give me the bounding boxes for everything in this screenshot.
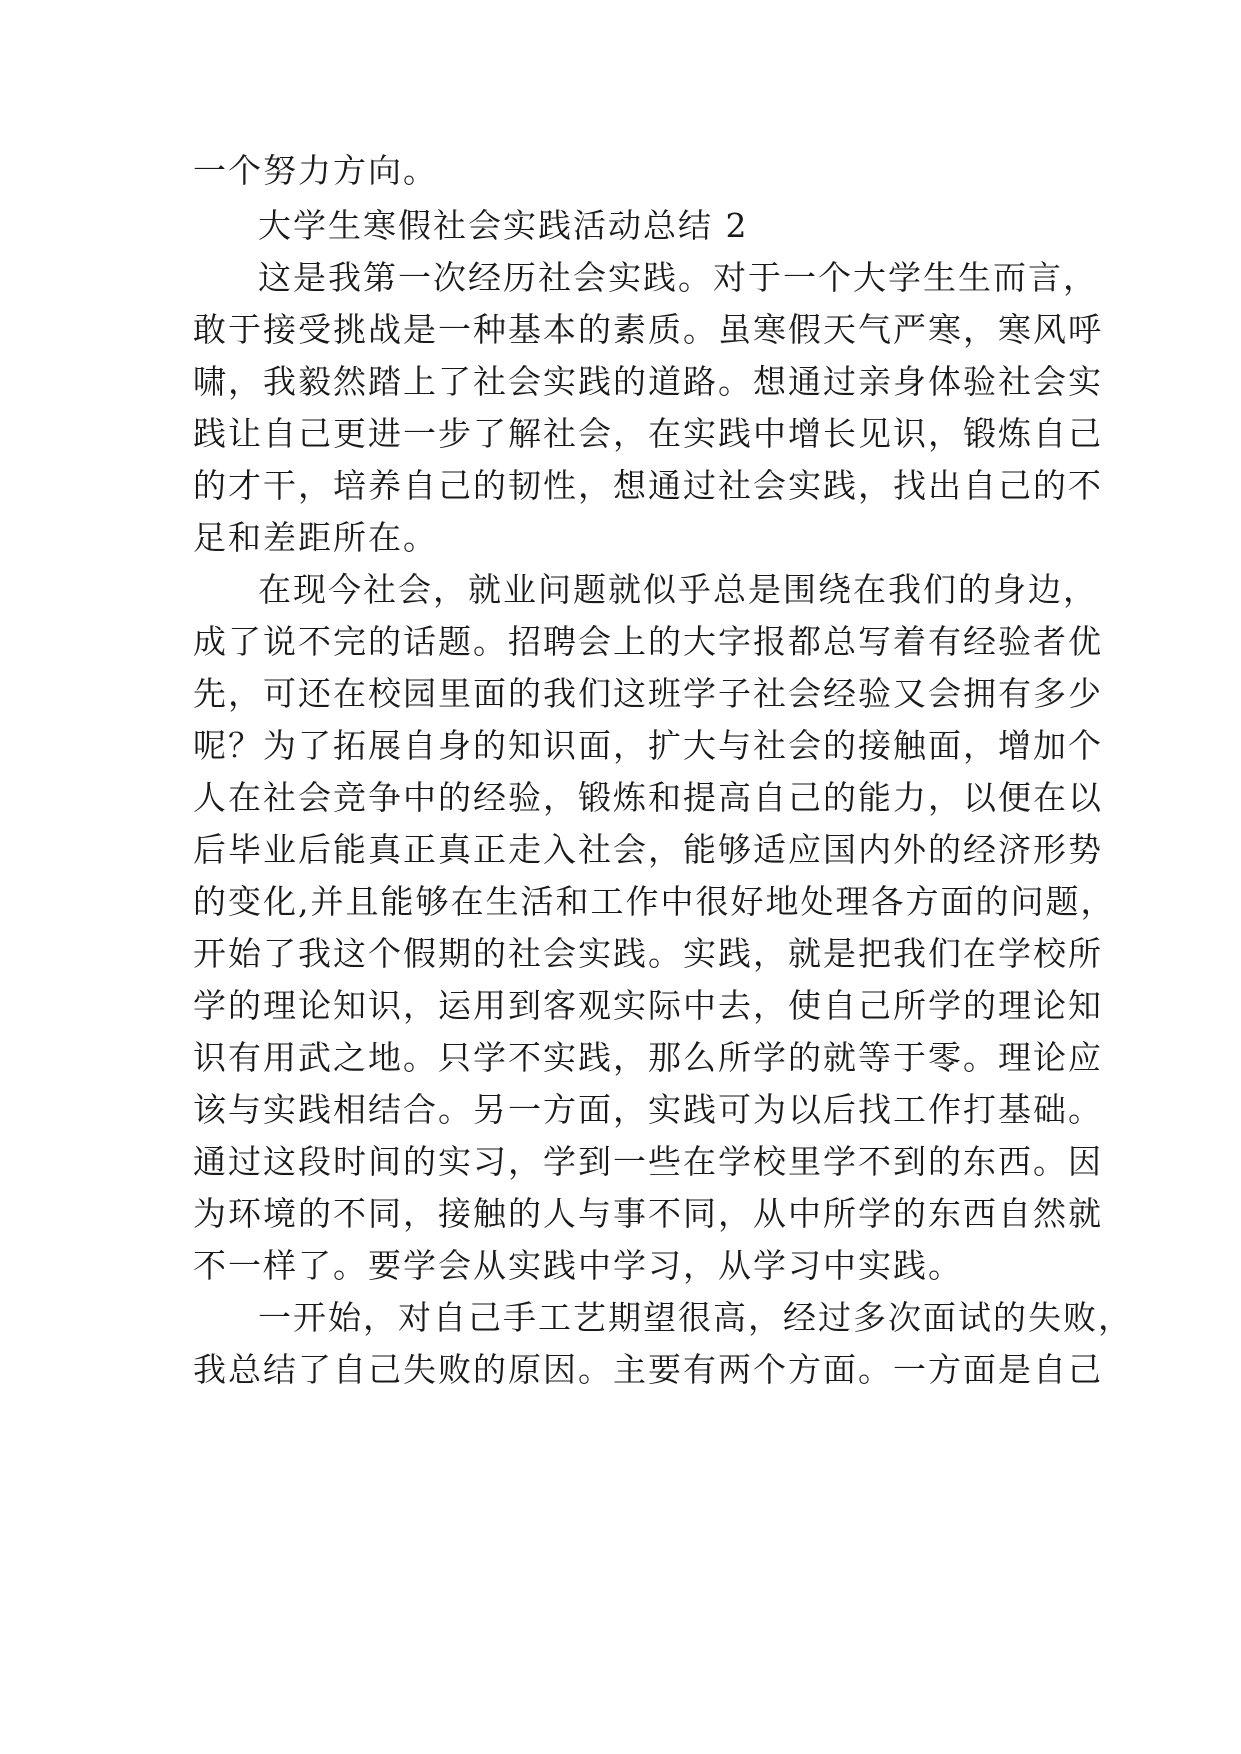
text-line: 足和差距所在。 bbox=[193, 518, 438, 557]
text-line: 开始了我这个假期的社会实践。实践，就是把我们在学校所 bbox=[193, 934, 1103, 973]
text-line: 成了说不完的话题。招聘会上的大字报都总写着有经验者优 bbox=[193, 622, 1103, 661]
text-line: 学的理论知识，运用到客观实际中去，使自己所学的理论知 bbox=[193, 986, 1103, 1025]
text-line: 的变化,并且能够在生活和工作中很好地处理各方面的问题， bbox=[193, 882, 1116, 921]
text-line: 呢？为了拓展自身的知识面，扩大与社会的接触面，增加个 bbox=[193, 726, 1103, 765]
text-line: 一个努力方向。 bbox=[193, 151, 438, 190]
text-line: 后毕业后能真正真正走入社会，能够适应国内外的经济形势 bbox=[193, 830, 1103, 869]
text-line: 的才干，培养自己的韧性，想通过社会实践，找出自己的不 bbox=[193, 466, 1103, 505]
text-line: 人在社会竞争中的经验，锻炼和提高自己的能力，以便在以 bbox=[193, 778, 1103, 817]
text-line: 一开始，对自己手工艺期望很高，经过多次面试的失败， bbox=[258, 1298, 1133, 1337]
text-line: 我总结了自己失败的原因。主要有两个方面。一方面是自己 bbox=[193, 1350, 1103, 1389]
text-line: 先，可还在校园里面的我们这班学子社会经验又会拥有多少 bbox=[193, 674, 1103, 713]
text-line: 通过这段时间的实习，学到一些在学校里学不到的东西。因 bbox=[193, 1142, 1103, 1181]
text-line: 敢于接受挑战是一种基本的素质。虽寒假天气严寒，寒风呼 bbox=[193, 310, 1103, 349]
text-line: 为环境的不同，接触的人与事不同，从中所学的东西自然就 bbox=[193, 1194, 1103, 1233]
text-line: 啸，我毅然踏上了社会实践的道路。想通过亲身体验社会实 bbox=[193, 362, 1103, 401]
text-line: 该与实践相结合。另一方面，实践可为以后找工作打基础。 bbox=[193, 1090, 1103, 1129]
text-line: 这是我第一次经历社会实践。对于一个大学生生而言， bbox=[258, 258, 1098, 297]
text-line: 践让自己更进一步了解社会，在实践中增长见识，锻炼自己 bbox=[193, 414, 1103, 453]
text-line: 不一样了。要学会从实践中学习，从学习中实践。 bbox=[193, 1246, 963, 1285]
text-line: 识有用武之地。只学不实践，那么所学的就等于零。理论应 bbox=[193, 1038, 1103, 1077]
text-line: 在现今社会，就业问题就似乎总是围绕在我们的身边， bbox=[258, 570, 1098, 609]
section-heading: 大学生寒假社会实践活动总结 2 bbox=[258, 206, 749, 245]
